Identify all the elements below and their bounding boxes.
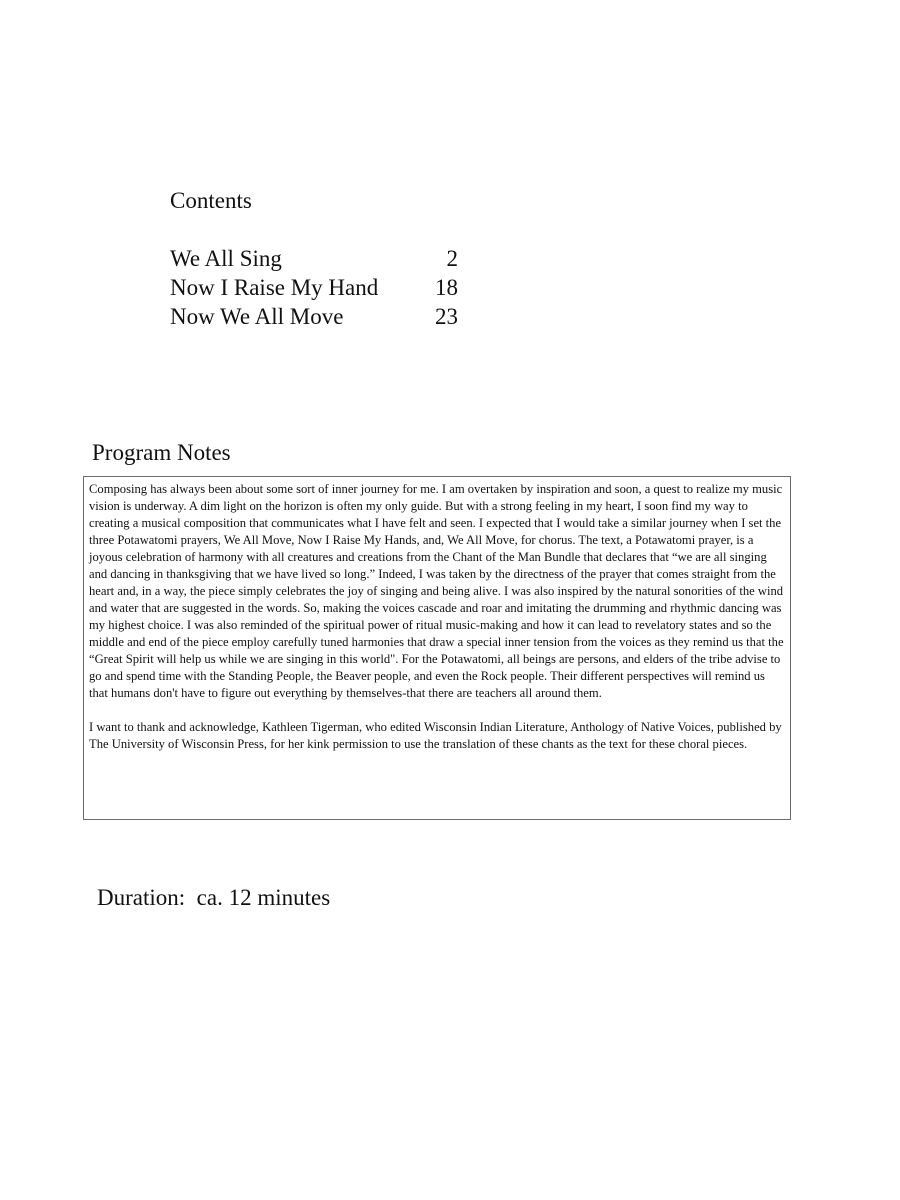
program-notes-box: [83, 476, 791, 820]
table-of-contents: [170, 244, 470, 331]
toc-entry-page: 23: [435, 304, 458, 329]
toc-entry: [170, 302, 470, 331]
toc-entry: [170, 244, 470, 273]
acknowledgement-paragraph: I want to thank and acknowledge, Kathleen Tigerman, who edited Wisconsin Indian Literature, Anthology of Native Voices, published by The University of Wisconsin Press, for her kink permission to use the translation of these chants as the text for these choral pieces.: [89, 720, 782, 751]
toc-entry-page: 18: [435, 275, 458, 300]
contents-heading: Contents: [170, 188, 252, 213]
toc-entry-title: Now I Raise My Hand: [170, 275, 379, 300]
program-notes-heading: Program Notes: [92, 440, 231, 465]
toc-entry: [170, 273, 470, 302]
toc-entry-title: We All Sing: [170, 246, 282, 271]
program-notes-paragraph: Composing has always been about some sort of inner journey for me. I am overtaken by inspiration and soon, a quest to realize my music vision is underway. A dim light on the horizon is often my only guide. But with a strong feeling in my heart, I soon find my way to creating a musical composition that communicates what I have felt and seen. I expected that I would take a similar journey when I set the three Potawatomi prayers, We All Move, Now I Raise My Hands, and, We All Move, for chorus. The text, a Potawatomi prayer, is a joyous celebration of harmony with all creatures and creations from the Chant of the Man Bundle that declares that “we are all singing and dancing in thanksgiving that we have lived so long.” Indeed, I was taken by the directness of the prayer that comes straight from the heart and, in a way, the piece simply celebrates the joy of singing and being alive. I was also inspired by the natural sonorities of the wind and water that are suggested in the words. So, making the voices cascade and roar and imitating the drumming and rhythmic dancing was my highest choice. I was also reminded of the spiritual power of ritual music-making and how it can lead to revelatory states and so the middle and end of the piece employ carefully tuned harmonies that draw a special inner tension from the voices as they remind us that the “Great Spirit will help us while we are singing in this world". For the Potawatomi, all beings are persons, and elders of the tribe advise to go and spend time with the Standing People, the Beaver people, and even the Rock people. Their different perspectives will remind us that humans don't have to figure out everything by themselves-that there are teachers all around them.: [89, 482, 784, 700]
duration-label: Duration: ca. 12 minutes: [97, 885, 331, 910]
toc-entry-page: 2: [446, 246, 458, 271]
toc-entry-title: Now We All Move: [170, 304, 344, 329]
